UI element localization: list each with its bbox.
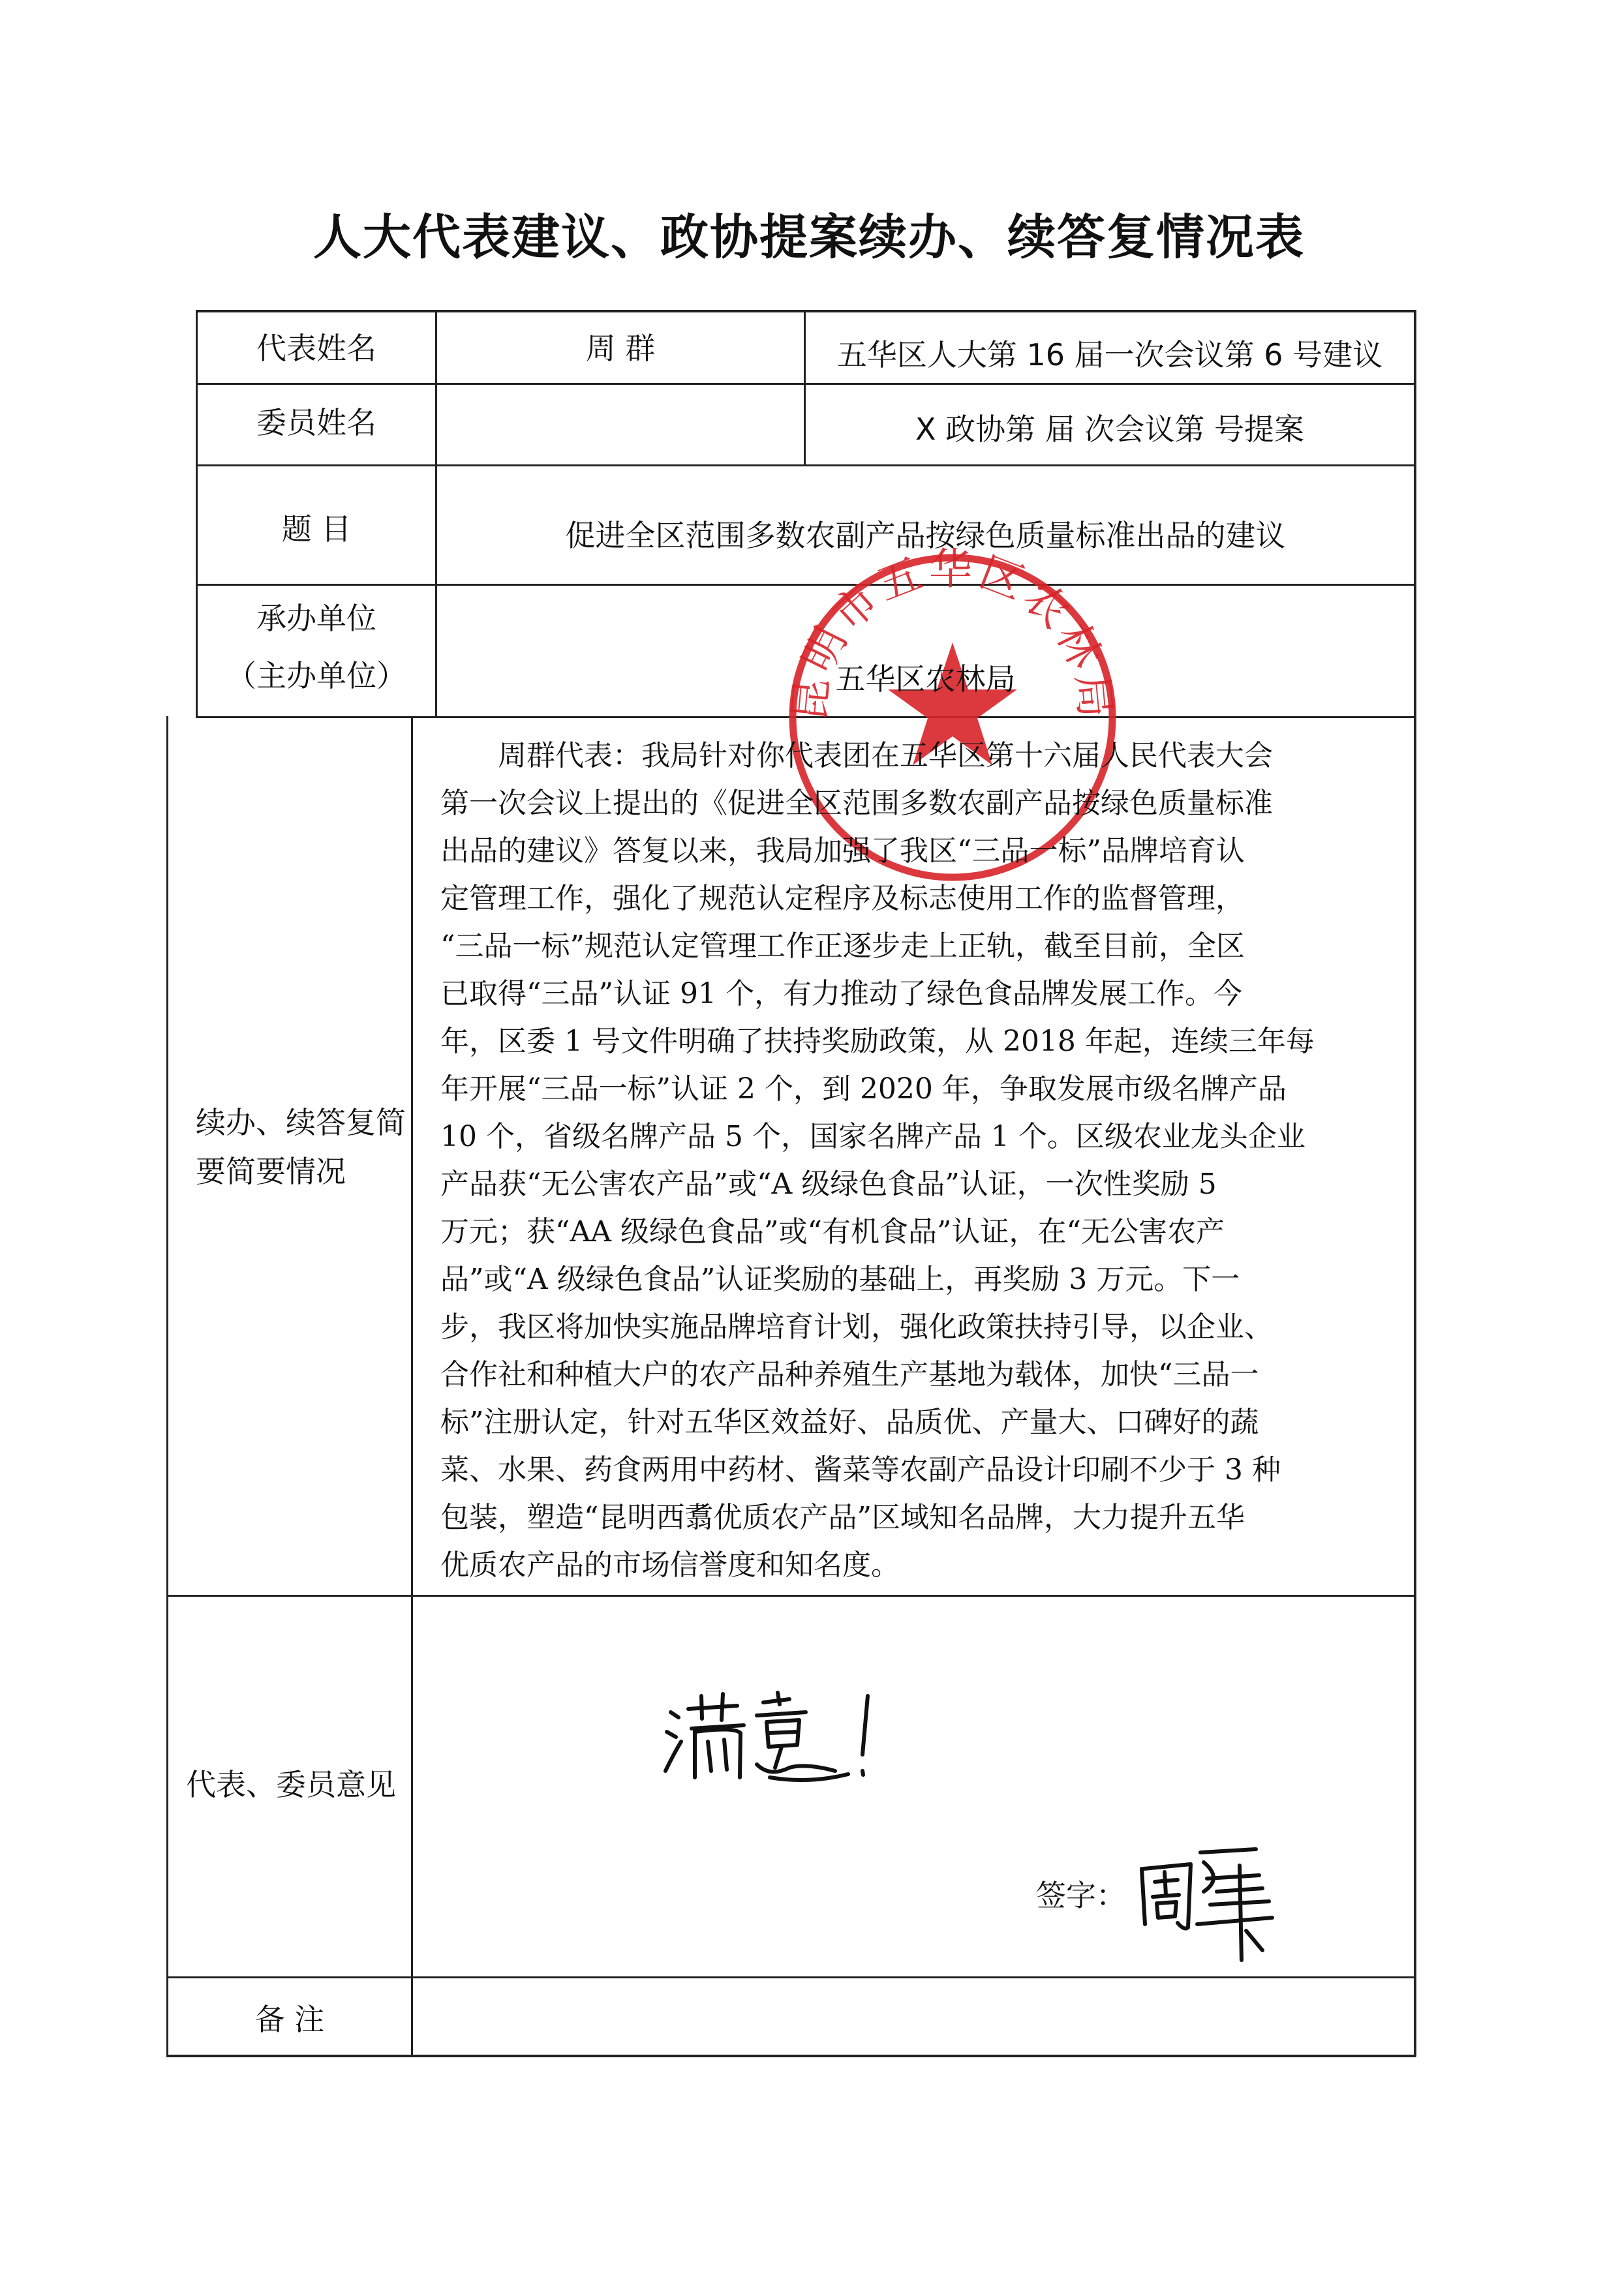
reply-line: 已取得“三品”认证 91 个，有力推动了绿色食品牌发展工作。今 (440, 977, 1242, 1010)
reply-line: 步，我区将加快实施品牌培育计划，强化政策扶持引导，以企业、 (440, 1310, 1273, 1344)
row-divider (166, 1976, 1416, 1978)
reply-line: 年，区委 1 号文件明确了扶持奖励政策，从 2018 年起，连续三年每 (440, 1025, 1315, 1058)
unit-label-sub: （主办单位） (226, 658, 406, 693)
table-border-right (1414, 310, 1416, 2057)
unit-label: 承办单位 (256, 601, 376, 636)
reply-line: 出品的建议》答复以来，我局加强了我区“三品一标”品牌培育认 (440, 834, 1245, 868)
reply-summary-label: 续办、续答复简 (196, 1105, 406, 1140)
table-border-bottom (166, 2055, 1416, 2057)
subject-value: 促进全区范围多数农副产品按绿色质量标准出品的建议 (565, 518, 1286, 553)
reply-summary-text (440, 732, 1412, 1589)
reply-line: 10 个，省级名牌产品 5 个，国家名牌产品 1 个。区级农业龙头企业 (440, 1120, 1305, 1153)
reply-line: 标”注册认定，针对五华区效益好、品质优、产量大、口碑好的蔬 (440, 1406, 1259, 1439)
reply-line: 包装，塑造“昆明西翥优质农产品”区域知名品牌，大力提升五华 (440, 1501, 1245, 1534)
reply-line: 品”或“A 级绿色食品”认证奖励的基础上，再奖励 3 万元。下一 (440, 1263, 1240, 1296)
remarks-label: 备 注 (254, 2002, 325, 2037)
signature-text: 周群 (1132, 1839, 1133, 1840)
row-divider (196, 383, 1416, 385)
opinion-label: 代表、委员意见 (186, 1767, 396, 1802)
reply-line: 第一次会议上提出的《促进全区范围多数农副产品按绿色质量标准 (440, 787, 1273, 820)
reply-line: 万元；获“AA 级绿色食品”或“有机食品”认证，在“无公害农产 (440, 1215, 1225, 1248)
label-column-divider (411, 716, 413, 2057)
deputy-name-label: 代表姓名 (256, 331, 376, 366)
page-title: 人大代表建议、政协提案续办、续答复情况表 (313, 209, 1305, 265)
member-meeting-ref: X 政协第 届 次会议第 号提案 (915, 412, 1304, 447)
row-divider (166, 1595, 1416, 1597)
subject-label: 题 目 (281, 511, 352, 547)
reply-line: 菜、水果、药食两用中药材、酱菜等农副产品设计印刷不少于 3 种 (440, 1453, 1281, 1487)
table-border-top (196, 310, 1416, 312)
reply-summary-label-sub: 要简要情况 (196, 1154, 346, 1189)
reply-line: 年开展“三品一标”认证 2 个，到 2020 年，争取发展市级名牌产品 (440, 1072, 1287, 1106)
signature-label: 签字： (1036, 1878, 1126, 1913)
unit-value: 五华区农林局 (835, 661, 1016, 697)
reply-line: 定管理工作，强化了规范认定程序及标志使用工作的监督管理， (440, 882, 1244, 915)
reply-line: 合作社和种植大户的农产品种养殖生产基地为载体，加快“三品一 (440, 1358, 1259, 1391)
reply-line: 优质农产品的市场信誉度和知名度。 (440, 1548, 900, 1582)
reply-line: 产品获“无公害农产品”或“A 级绿色食品”认证，一次性奖励 5 (440, 1168, 1217, 1201)
member-name-label: 委员姓名 (256, 405, 376, 440)
reply-line: 周群代表：我局针对你代表团在五华区第十六届人民代表大会 (498, 739, 1273, 772)
signature (1132, 1839, 1289, 1963)
deputy-meeting-ref: 五华区人大第 16 届一次会议第 6 号建议 (836, 337, 1383, 372)
row-divider (196, 464, 1416, 466)
deputy-name-value: 周 群 (585, 331, 656, 366)
reply-line: “三品一标”规范认定管理工作正逐步走上正轨，截至目前，全区 (440, 929, 1245, 963)
handwritten-opinion (659, 1680, 900, 1790)
stamp-text: 昆明市五华区农林局 (784, 545, 1122, 724)
table-border-left (166, 716, 168, 2057)
